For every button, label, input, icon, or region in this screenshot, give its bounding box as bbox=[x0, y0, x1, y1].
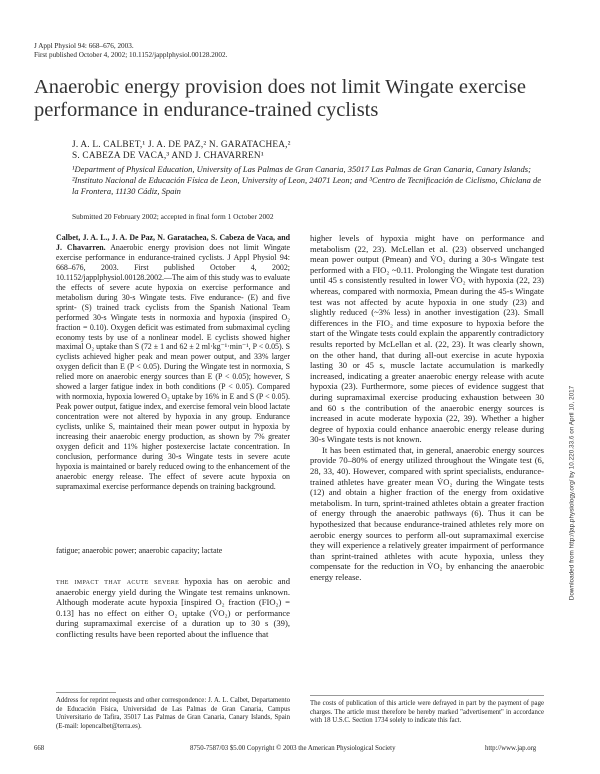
download-watermark bbox=[566, 245, 578, 740]
journal-line-1: J Appl Physiol 94: 668–676, 2003. bbox=[34, 42, 134, 50]
right-paragraph-1: higher levels of hypoxia might have on performance and metabolism (22, 23). McLellan et al. (23) observed unchanged mean power output (Pmean) and V̇O₂ during a 30-s Wingate test performed with a FIO₂ ~0.11. Prolonging the Wingate test duration until 45 s consistently resulted in lower V̇O₂ with hypoxia (22, 23) whereas, compared with normoxia, Pmean during the 45-s Wingate test was not affected by acute hypoxia in one study (23) and slightly reduced (~3% less) in another investigation (23). Small differences in the FIO₂ and time exposure to hypoxia before the start of the Wingate tests could explain the apparently contradictory results reported by McLellan et al. (22, 23). It was clearly shown, on the other hand, that during all-out exercise in acute hypoxia lasting 30 or 45 s, muscle lactate accumulation is markedly increased, indicating a greater anaerobic energy release with acute hypoxia (23). Furthermore, some pieces of evidence suggest that during supramaximal exercise producing exhaustion between 30 and 60 s the contribution of the anaerobic energy sources is increased in acute moderate hypoxia (22, 39). Whether a higher degree of hypoxia could enhance anaerobic energy release during 30-s Wingate tests is not known. bbox=[310, 233, 544, 445]
submission-dates: Submitted 20 February 2002; accepted in final form 1 October 2002 bbox=[72, 212, 274, 221]
abstract-citation-lead: Calbet, J. A. L., J. A. De Paz, N. Garatachea, S. Cabeza de Vaca, and J. Chavarren. bbox=[56, 233, 290, 252]
author-list bbox=[72, 140, 542, 163]
abstract bbox=[56, 233, 290, 492]
page-number: 668 bbox=[34, 745, 45, 752]
correspondence-footnote: Address for reprint requests and other correspondence: J. A. L. Calbet, Departamento de Educación Física, Universidad de Las Palmas de Gran Canaria, Campus Universitario de Tafira, 35017 Las Palmas de Gran Canaria, Canary Islands, Spain (E-mail: lopencalbet@terra.es). bbox=[56, 697, 290, 730]
journal-url: http://www.jap.org bbox=[485, 745, 537, 752]
article-title: Anaerobic energy provision does not limit Wingate exercise performance in endurance-trained cyclists bbox=[34, 76, 526, 121]
keywords: fatigue; anaerobic power; anaerobic capacity; lactate bbox=[56, 546, 223, 555]
footnote-divider-left bbox=[56, 692, 116, 693]
introduction bbox=[56, 576, 290, 640]
footnote-divider-right bbox=[310, 695, 544, 696]
intro-lead: the impact that acute severe bbox=[56, 576, 180, 586]
publication-cost-footnote: The costs of publication of this article were defrayed in part by the payment of page charges. The article must therefore be hereby marked "advertisement" in accordance with 18 U.S.C. Section 1734 solely to indicate this fact. bbox=[310, 700, 544, 725]
authors-line-2: S. CABEZA DE VACA,³ AND J. CHAVARREN¹ bbox=[72, 151, 264, 162]
right-column bbox=[310, 233, 544, 583]
copyright-line: 8750-7587/03 $5.00 Copyright © 2003 the American Physiological Society bbox=[190, 745, 396, 752]
authors-line-1: J. A. L. CALBET,¹ J. A. DE PAZ,² N. GARATACHEA,² bbox=[72, 140, 291, 150]
right-paragraph-2: It has been estimated that, in general, anaerobic energy sources provide 70–80% of energy utilized throughout the Wingate test (6, 28, 33, 40). However, compared with sprint specialists, endurance-trained athletes have greater mean V̇O₂ during the Wingate tests (12) and obtain a higher fraction of the energy from oxidative metabolism. In turn, sprint-trained athletes obtain a greater fraction of energy through the anaerobic pathways (6). Thus it can be hypothesized that because endurance-trained athletes rely more on aerobic energy sources to perform all-out supramaximal exercise they will experience a relatively greater impairment of performance than sprint-trained athletes with acute hypoxia, unless they compensate for the reduction in V̇O₂ by enhancing the anaerobic energy release. bbox=[310, 444, 544, 582]
abstract-body: Anaerobic energy provision does not limit Wingate exercise performance in endurance-trained cyclists. J Appl Physiol 94: 668–676, 2003. First published October 4, 2002; 10.1152/japplphysiol.00128.2002.—The aim of this study was to evaluate the effects of severe acute hypoxia on exercise performance and metabolism during 30-s Wingate tests. Five endurance- (E) and five sprint- (S) trained track cyclists from the Spanish National Team performed 30-s Wingate tests in normoxia and hypoxia (inspired O₂ fraction = 0.10). Oxygen deficit was estimated from submaximal cycling economy tests by use of a nonlinear model. E cyclists showed higher maximal O₂ uptake than S (72 ± 1 and 62 ± 2 ml·kg⁻¹·min⁻¹, P < 0.05). S cyclists achieved higher peak and mean power output, and 33% larger oxygen deficit than E (P < 0.05). During the Wingate test in normoxia, S relied more on anaerobic energy sources than E (P < 0.05); however, S showed a larger fatigue index in both conditions (P < 0.05). Compared with normoxia, hypoxia lowered O₂ uptake by 16% in E and S (P < 0.05). Peak power output, fatigue index, and exercise femoral vein blood lactate concentration were not altered by hypoxia in any group. Endurance cyclists, unlike S, maintained their mean power output in hypoxia by increasing their anaerobic energy production, as shown by 7% greater oxygen deficit and 11% higher postexercise lactate concentration. In conclusion, performance during 30-s Wingate tests in severe acute hypoxia is maintained or barely reduced owing to the enhancement of the anaerobic energy release. The effect of severe acute hypoxia on supramaximal exercise performance depends on training background. bbox=[56, 242, 290, 491]
journal-line-2: First published October 4, 2002; 10.1152/japplphysiol.00128.2002. bbox=[34, 51, 228, 59]
journal-citation bbox=[34, 42, 227, 60]
affiliations: ¹Department of Physical Education, University of Las Palmas de Gran Canaria, 35017 Las Palmas de Gran Canaria, Canary Islands; ²Instituto Nacional de Educación Física de Leon, University of Leon, 24071 Leon; and ³Centro de Tecnificación de Ciclismo, Chiclana de la Frontera, 11130 Cádiz, Spain bbox=[72, 164, 542, 197]
intro-body: hypoxia has on aerobic and anaerobic energy yield during the Wingate test remains unknown. Although moderate acute hypoxia [inspired O₂ fraction (FIO₂) = 0.13] has no effect on either O₂ uptake (V̇O₂) or performance during supramaximal exercise of a duration up to 30 s (39), conflicting results have been reported about the influence that bbox=[56, 576, 290, 639]
download-watermark-text: Downloaded from http://jap.physiology.org/ by 10.220.33.6 on April 10, 2017 bbox=[568, 385, 576, 600]
